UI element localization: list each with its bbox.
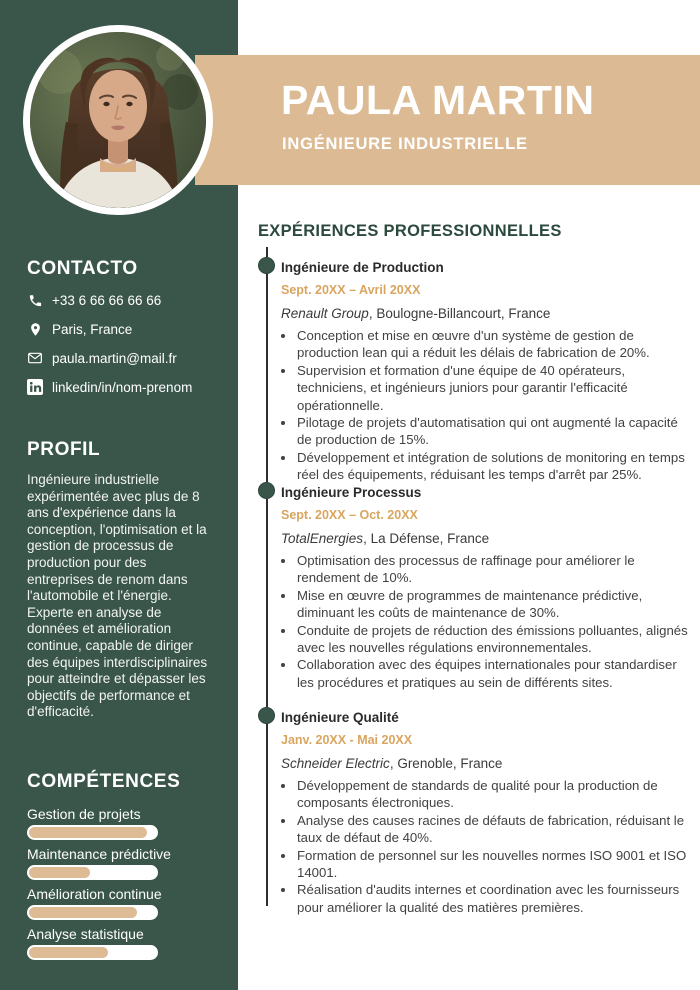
location-text: Paris, France (52, 321, 133, 337)
bullet-item: • Mise en œuvre de programmes de maintenance prédictive, diminuant les coûts de maintenance de 30%. (296, 587, 690, 622)
skill-item (27, 926, 212, 960)
contact-row-location (27, 321, 212, 337)
experience-entry (258, 472, 690, 697)
location-icon (27, 321, 43, 337)
linkedin-icon (27, 379, 43, 395)
contact-row-linkedin (27, 379, 212, 395)
experience-company-line (281, 530, 690, 547)
person-name: PAULA MARTIN (281, 77, 595, 123)
bullet-item: • Optimisation des processus de raffinage pour améliorer le rendement de 10%. (296, 552, 690, 587)
skill-item (27, 846, 212, 880)
phone-icon (27, 292, 43, 308)
skill-bar-track (27, 945, 158, 960)
experience-dates: Sept. 20XX – Oct. 20XX (281, 508, 418, 522)
skill-item (27, 806, 212, 840)
experience-title: Ingénieure de Production (281, 260, 444, 275)
experience-dates: Janv. 20XX - Mai 20XX (281, 733, 413, 747)
bullet-item: • Développement de standards de qualité pour la production de composants électroniques. (296, 777, 690, 812)
profile-heading: PROFIL (27, 439, 101, 460)
person-job-title: INGÉNIEURE INDUSTRIELLE (282, 135, 528, 153)
bullet-item: • Développement et intégration de solutions de monitoring en temps réel des équipements, réduisant les temps d'arrêt par 25%. (296, 449, 690, 484)
header-band (195, 55, 700, 185)
skill-item (27, 886, 212, 920)
skill-label: Analyse statistique (27, 925, 144, 942)
skill-bar-fill (29, 907, 137, 918)
email-text: paula.martin@mail.fr (52, 350, 177, 366)
skill-label: Amélioration continue (27, 885, 162, 902)
experience-timeline (258, 247, 690, 922)
phone-number: +33 6 66 66 66 66 (52, 292, 162, 308)
profile-photo (23, 25, 213, 215)
bullet-item: • Conception et mise en œuvre d'un système de gestion de production lean qui a réduit les délais de fabrication de 20%. (296, 327, 690, 362)
timeline-dot (258, 482, 275, 499)
sidebar-content (0, 215, 238, 966)
bullet-item: • Conduite de projets de réduction des émissions polluantes, alignés avec les nouvelles régulations environnementales. (296, 622, 690, 657)
bullet-item: • Réalisation d'audits internes et coordination avec les fournisseurs pour améliorer la qualité des matières premières. (296, 881, 690, 916)
bullet-item: • Formation de personnel sur les nouvelles normes ISO 9001 et ISO 14001. (296, 847, 690, 882)
company-name: TotalEnergies (281, 531, 364, 546)
company-name: Renault Group (281, 306, 369, 321)
profile-text: Ingénieure industrielle expérimentée avec plus de 8 ans d'expérience dans la conception, l'optimisation et la gestion de processus de production pour des entreprises de renom dans l'automobile et l'énergie. Experte en analyse de données et amélioration continue, capable de diriger des équipes interdisciplinaires pour atteindre et dépasser les objectifs de performance et d'efficacité. (27, 472, 208, 720)
experience-company-line (281, 305, 690, 322)
skills-heading: COMPÉTENCES (27, 770, 181, 792)
contact-row-phone (27, 292, 212, 308)
experience-entry (258, 697, 690, 922)
linkedin-text: linkedin/in/nom-prenom (52, 379, 193, 395)
company-location: , La Défense, France (363, 531, 490, 546)
experiences-heading: EXPÉRIENCES PROFESSIONNELLES (258, 222, 562, 240)
main-column (258, 222, 690, 922)
experience-bullets (281, 777, 690, 916)
bullet-item: • Collaboration avec des équipes internationales pour standardiser les procédures et pratiques au sein de différents sites. (296, 656, 690, 691)
company-name: Schneider Electric (281, 756, 390, 771)
company-location: , Boulogne-Billancourt, France (368, 306, 551, 321)
bullet-item: • Supervision et formation d'une équipe de 40 opérateurs, techniciens, et ingénieurs juniors pour garantir l'efficacité opérationnelle. (296, 362, 690, 414)
skill-bar-track (27, 825, 158, 840)
company-location: , Grenoble, France (389, 756, 503, 771)
skill-bar-track (27, 865, 158, 880)
experience-bullets (281, 327, 690, 484)
contact-row-email (27, 350, 212, 366)
experience-bullets (281, 552, 690, 691)
timeline-dot (258, 257, 275, 274)
contact-heading: CONTACTO (27, 258, 138, 279)
skill-bar-track (27, 905, 158, 920)
skills-list (27, 806, 212, 960)
skill-label: Gestion de projets (27, 805, 141, 822)
timeline-dot (258, 707, 275, 724)
experience-entry (258, 247, 690, 483)
experience-dates: Sept. 20XX – Avril 20XX (281, 283, 421, 297)
email-icon (27, 350, 43, 366)
experience-title: Ingénieure Processus (281, 485, 422, 500)
skill-bar-fill (29, 947, 108, 958)
skill-bar-fill (29, 867, 90, 878)
experience-title: Ingénieure Qualité (281, 710, 399, 725)
bullet-item: • Pilotage de projets d'automatisation qui ont augmenté la capacité de production de 15%. (296, 414, 690, 449)
skill-label: Maintenance prédictive (27, 845, 171, 862)
bullet-item: • Analyse des causes racines de défauts de fabrication, réduisant le taux de défaut de 40%. (296, 812, 690, 847)
skill-bar-fill (29, 827, 147, 838)
contact-list (27, 292, 212, 395)
portrait-illustration (30, 32, 206, 208)
experience-company-line (281, 755, 690, 772)
